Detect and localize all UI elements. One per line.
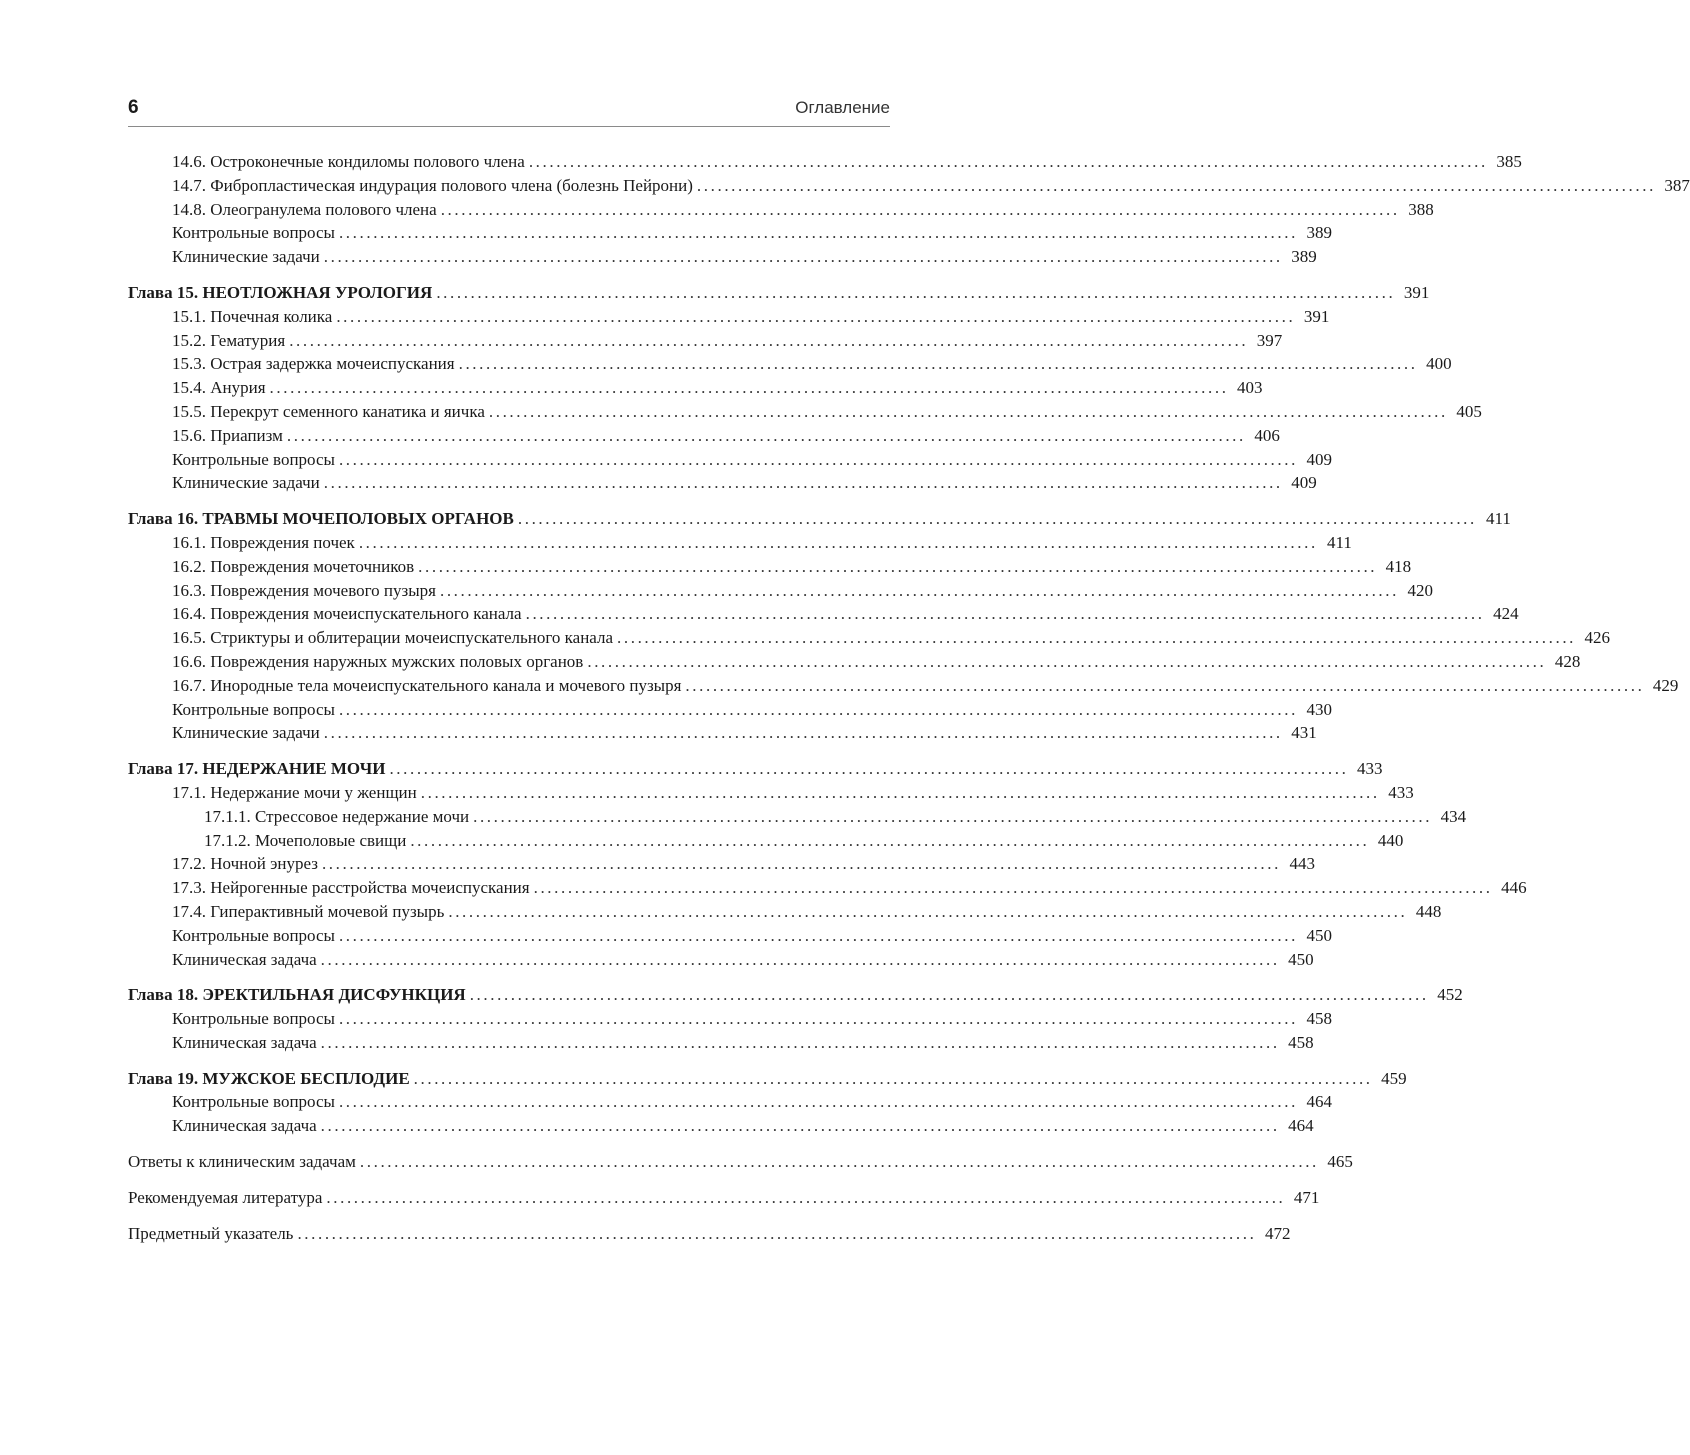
dot-leader: ............................................................................................................................................ xyxy=(286,425,1246,445)
dot-leader: ............................................................................................................................................ xyxy=(323,723,1283,743)
toc-entry xyxy=(128,531,1352,555)
toc-page-number: 409 xyxy=(1306,449,1332,469)
toc-page-number: 385 xyxy=(1496,152,1522,171)
toc-page-number: 426 xyxy=(1584,628,1611,648)
toc-entry xyxy=(128,1222,1291,1246)
toc-page-number: 431 xyxy=(1291,723,1317,743)
dot-leader: ............................................................................................................................................ xyxy=(533,878,1493,898)
toc-entry-title: 15.2. Гематурия xyxy=(172,330,286,350)
dot-leader: ............................................................................................................................................ xyxy=(297,1223,1257,1243)
toc-entry-title: Ответы к клиническим задачам xyxy=(128,1152,356,1172)
dot-leader: ............................................................................................................................................ xyxy=(469,985,1429,1005)
dot-leader: ............................................................................................................................................ xyxy=(517,509,1477,529)
toc-entry-title xyxy=(128,757,385,781)
toc-entry-title: 14.7. Фибропластическая индурация полового члена (болезнь Пейрони) xyxy=(172,175,693,195)
toc-entry-title: Контрольные вопросы xyxy=(172,223,335,243)
toc-page-number: 434 xyxy=(1440,806,1467,826)
toc-entry-title: 14.8. Олеогранулема полового члена xyxy=(172,199,437,219)
toc-entry-title: 15.5. Перекрут семенного канатика и яичка xyxy=(172,401,485,421)
toc-entry-title: Контрольные вопросы xyxy=(172,1092,335,1112)
chapter-title: НЕДЕРЖАНИЕ МОЧИ xyxy=(202,759,386,779)
toc-entry xyxy=(128,400,1482,424)
toc-page-number: 387 xyxy=(1664,175,1690,195)
dot-leader: ............................................................................................................................................ xyxy=(338,449,1298,469)
toc-entry-title: Контрольные вопросы xyxy=(172,449,335,469)
dot-leader: ............................................................................................................................................ xyxy=(410,830,1370,850)
toc-entry xyxy=(128,352,1452,376)
chapter-title: МУЖСКОЕ БЕСПЛОДИЕ xyxy=(202,1068,410,1088)
toc-entry xyxy=(128,221,1332,245)
toc-entry xyxy=(128,579,1433,603)
toc-entry xyxy=(128,698,1332,722)
chapter-title: ТРАВМЫ МОЧЕПОЛОВЫХ ОРГАНОВ xyxy=(202,509,514,529)
toc-chapter-entry xyxy=(128,507,1511,531)
dot-leader: ............................................................................................................................................ xyxy=(473,806,1433,826)
toc-entry xyxy=(128,198,1434,222)
toc-chapter-entry xyxy=(128,757,1383,781)
toc-entry xyxy=(128,1007,1332,1031)
toc-entry xyxy=(128,781,1414,805)
chapter-title: ЭРЕКТИЛЬНАЯ ДИСФУНКЦИЯ xyxy=(202,985,466,1005)
chapter-title: НЕОТЛОЖНАЯ УРОЛОГИЯ xyxy=(202,282,433,302)
toc-page-number: 433 xyxy=(1388,782,1414,802)
toc-page-number: 405 xyxy=(1456,401,1482,421)
toc-entry xyxy=(128,1031,1314,1055)
toc-page-number: 450 xyxy=(1288,949,1314,969)
toc-page-number: 465 xyxy=(1327,1152,1353,1172)
toc-page-number: 443 xyxy=(1289,854,1315,874)
toc-entry xyxy=(128,924,1332,948)
toc-page-number: 388 xyxy=(1408,199,1434,219)
dot-leader: ............................................................................................................................................ xyxy=(528,152,1488,171)
toc-entry-title: 16.1. Повреждения почек xyxy=(172,532,355,552)
toc-entry-title: 17.2. Ночной энурез xyxy=(172,854,318,874)
toc-page-number: 391 xyxy=(1403,282,1430,302)
toc-page-number: 397 xyxy=(1256,330,1283,350)
dot-leader: ............................................................................................................................................ xyxy=(696,175,1656,195)
toc-entry-title xyxy=(128,281,432,305)
dot-leader: ............................................................................................................................................ xyxy=(338,1092,1298,1112)
toc-chapter-entry xyxy=(128,281,1430,305)
dot-leader: ............................................................................................................................................ xyxy=(338,925,1298,945)
toc-entry-title: 16.6. Повреждения наружных мужских половых органов xyxy=(172,651,584,671)
toc-page-number: 430 xyxy=(1306,699,1332,719)
dot-leader: ............................................................................................................................................ xyxy=(440,199,1400,219)
toc-page-number: 452 xyxy=(1437,985,1463,1005)
dot-leader: ............................................................................................................................................ xyxy=(436,282,1396,302)
toc-entry-title: 14.6. Остроконечные кондиломы полового члена xyxy=(172,152,525,171)
dot-leader: ............................................................................................................................................ xyxy=(413,1068,1373,1088)
toc-page-number: 440 xyxy=(1377,830,1404,850)
toc-entry xyxy=(128,1090,1332,1114)
dot-leader: ............................................................................................................................................ xyxy=(488,401,1448,421)
toc-page-number: 472 xyxy=(1264,1223,1291,1243)
toc-entry xyxy=(128,1150,1353,1174)
toc-entry xyxy=(128,471,1317,495)
dot-leader: ............................................................................................................................................ xyxy=(458,354,1418,374)
toc-page-number: 411 xyxy=(1326,532,1352,552)
dot-leader: ............................................................................................................................................ xyxy=(448,901,1408,921)
toc-page-number: 428 xyxy=(1554,651,1581,671)
toc-entry-title: Клинические задачи xyxy=(172,473,320,493)
toc-entry xyxy=(128,852,1315,876)
toc-entry-title: Клинические задачи xyxy=(172,723,320,743)
dot-leader: ............................................................................................................................................ xyxy=(336,306,1296,326)
toc-page-number: 406 xyxy=(1254,425,1280,445)
toc-entry-title: 16.5. Стриктуры и облитерации мочеиспускательного канала xyxy=(172,628,614,648)
toc-page-number: 429 xyxy=(1652,675,1679,695)
toc-entry-title: 17.1. Недержание мочи у женщин xyxy=(172,782,417,802)
toc-page-number: 464 xyxy=(1306,1092,1332,1112)
toc-page-number: 420 xyxy=(1407,580,1433,600)
dot-leader: ............................................................................................................................................ xyxy=(320,1032,1280,1052)
toc-entry-title: Клиническая задача xyxy=(172,949,317,969)
toc-entry-title xyxy=(128,1067,410,1091)
chapter-number: Глава 17. xyxy=(128,759,199,779)
toc-entry xyxy=(128,150,1522,174)
toc-page-number: 403 xyxy=(1237,378,1263,398)
toc-page-number: 389 xyxy=(1291,247,1317,267)
toc-entry-title xyxy=(128,983,466,1007)
toc-entry xyxy=(128,900,1442,924)
toc-chapter-entry xyxy=(128,983,1463,1007)
dot-leader: ............................................................................................................................................ xyxy=(321,854,1281,874)
chapter-number: Глава 16. xyxy=(128,509,199,529)
dot-leader: ............................................................................................................................................ xyxy=(685,675,1645,695)
toc-entry xyxy=(128,948,1314,972)
toc-entry xyxy=(128,626,1611,650)
dot-leader: ............................................................................................................................................ xyxy=(617,628,1577,648)
dot-leader: ............................................................................................................................................ xyxy=(525,604,1485,624)
toc-page-number: 391 xyxy=(1303,306,1330,326)
dot-leader: ............................................................................................................................................ xyxy=(358,532,1318,552)
dot-leader: ............................................................................................................................................ xyxy=(269,378,1229,398)
toc-page-number: 424 xyxy=(1493,604,1519,624)
toc-entry-title: 15.6. Приапизм xyxy=(172,425,283,445)
chapter-number: Глава 18. xyxy=(128,985,199,1005)
toc-entry-title: 16.4. Повреждения мочеиспускательного канала xyxy=(172,604,522,624)
toc-entry-title: Клиническая задача xyxy=(172,1032,317,1052)
toc-entry-title: 16.7. Инородные тела мочеиспускательного канала и мочевого пузыря xyxy=(172,675,682,695)
toc-entry-title: Предметный указатель xyxy=(128,1223,294,1243)
toc-entry-title xyxy=(128,507,514,531)
chapter-number: Глава 15. xyxy=(128,282,199,302)
toc-entry xyxy=(128,805,1467,829)
running-title: Оглавление xyxy=(795,98,890,117)
toc-page-number: 433 xyxy=(1356,759,1383,779)
toc-entry xyxy=(128,721,1317,745)
toc-entry-title: 15.4. Анурия xyxy=(172,378,266,398)
toc-page-number: 418 xyxy=(1385,556,1412,576)
toc-page-number: 471 xyxy=(1293,1187,1320,1207)
toc-entry xyxy=(128,376,1263,400)
toc-page-number: 458 xyxy=(1288,1032,1314,1052)
toc-entry-title: 16.2. Повреждения мочеточников xyxy=(172,556,415,576)
dot-leader: ............................................................................................................................................ xyxy=(289,330,1249,350)
toc-entry xyxy=(128,555,1412,579)
toc-entry-title: 15.3. Острая задержка мочеиспускания xyxy=(172,354,455,374)
toc-entry-title: 17.3. Нейрогенные расстройства мочеиспускания xyxy=(172,878,530,898)
toc-entry-title: Контрольные вопросы xyxy=(172,925,335,945)
toc-page-number: 450 xyxy=(1306,925,1332,945)
dot-leader: ............................................................................................................................................ xyxy=(338,1009,1298,1029)
toc-chapter-entry xyxy=(128,1067,1407,1091)
toc-entry xyxy=(128,305,1330,329)
toc-entry xyxy=(128,650,1581,674)
running-header xyxy=(128,96,890,127)
toc-entry-title: Клиническая задача xyxy=(172,1116,317,1136)
dot-leader: ............................................................................................................................................ xyxy=(323,247,1283,267)
toc-page-number: 446 xyxy=(1501,878,1527,898)
dot-leader: ............................................................................................................................................ xyxy=(338,699,1298,719)
dot-leader: ............................................................................................................................................ xyxy=(320,1116,1280,1136)
toc-entry xyxy=(128,424,1280,448)
toc-entry-title: Рекомендуемая литература xyxy=(128,1187,323,1207)
dot-leader: ............................................................................................................................................ xyxy=(326,1187,1286,1207)
toc-page-number: 464 xyxy=(1288,1116,1314,1136)
toc-page-number: 411 xyxy=(1486,509,1511,529)
toc-page-number: 448 xyxy=(1415,901,1442,921)
toc-entry xyxy=(128,174,1690,198)
dot-leader: ............................................................................................................................................ xyxy=(338,223,1298,243)
toc-entry-title: 17.4. Гиперактивный мочевой пузырь xyxy=(172,901,445,921)
toc-entry xyxy=(128,829,1404,853)
table-of-contents xyxy=(128,150,1690,1245)
toc-entry-title: 17.1.2. Мочеполовые свищи xyxy=(204,830,407,850)
toc-entry-title: Клинические задачи xyxy=(172,247,320,267)
chapter-number: Глава 19. xyxy=(128,1068,199,1088)
dot-leader: ............................................................................................................................................ xyxy=(420,782,1380,802)
dot-leader: ............................................................................................................................................ xyxy=(418,556,1378,576)
toc-entry-title: 15.1. Почечная колика xyxy=(172,306,333,326)
toc-entry xyxy=(128,245,1317,269)
toc-page-number: 459 xyxy=(1381,1068,1407,1088)
toc-entry-title: Контрольные вопросы xyxy=(172,1009,335,1029)
dot-leader: ............................................................................................................................................ xyxy=(439,580,1399,600)
dot-leader: ............................................................................................................................................ xyxy=(323,473,1283,493)
toc-entry xyxy=(128,448,1332,472)
toc-page-number: 400 xyxy=(1426,354,1452,374)
toc-page-number: 458 xyxy=(1306,1009,1332,1029)
dot-leader: ............................................................................................................................................ xyxy=(359,1152,1319,1172)
dot-leader: ............................................................................................................................................ xyxy=(320,949,1280,969)
toc-entry-title: 17.1.1. Стрессовое недержание мочи xyxy=(204,806,470,826)
toc-entry xyxy=(128,329,1283,353)
toc-entry xyxy=(128,1186,1320,1210)
dot-leader: ............................................................................................................................................ xyxy=(587,651,1547,671)
toc-page-number: 409 xyxy=(1291,473,1317,493)
toc-entry-title: Контрольные вопросы xyxy=(172,699,335,719)
toc-entry xyxy=(128,876,1527,900)
toc-entry xyxy=(128,674,1679,698)
toc-entry-title: 16.3. Повреждения мочевого пузыря xyxy=(172,580,436,600)
toc-entry xyxy=(128,1114,1314,1138)
dot-leader: ............................................................................................................................................ xyxy=(389,759,1349,779)
page-number: 6 xyxy=(128,97,139,118)
toc-page-number: 389 xyxy=(1306,223,1332,243)
toc-entry xyxy=(128,602,1519,626)
